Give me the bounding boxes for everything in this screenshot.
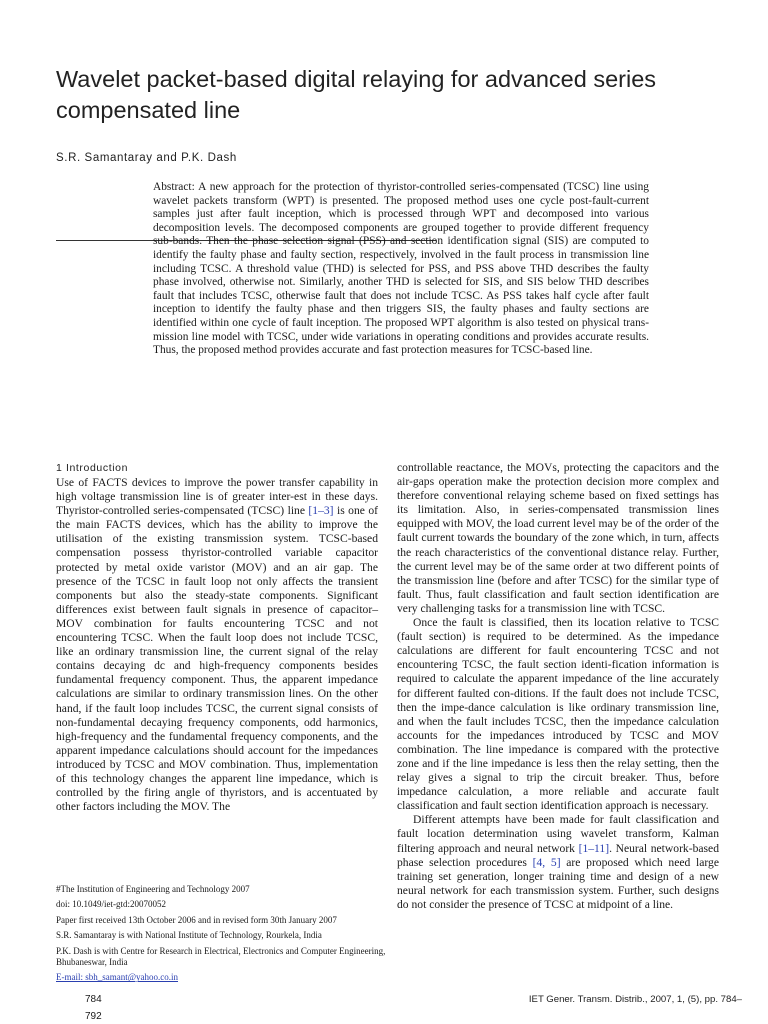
citation-link-1-11[interactable]: [1–11] bbox=[578, 841, 610, 855]
received-note: Paper first received 13th October 2006 and in revised form 30th January 2007 bbox=[56, 914, 337, 925]
intro-text-a: Use of FACTS devices to improve the power transfer capability in high voltage transmission line is of greater inter-est in these days. Thyristor-controlled series-compensated (TCSC) line bbox=[56, 476, 378, 518]
page-number-start: 784 bbox=[85, 994, 102, 1005]
intro-text-b: is one of the main FACTS devices, which has the ability to improve the utilisation of the existing transmission system. TCSC-based compensation possess thyristor-controlled variable capacitor protected by metal oxide varistor (MOV) and an air gap. The presence of the TCSC in fault loop not only affects the transient components but also the steady-state components. Significant differences exist between fault signals in presence of capacitor–MOV combination for faults encountering TCSC and not encountering TCSC. When the fault loop does not include TCSC, like an ordinary transmission line, the current signal of the relay contains decaying dc and high-frequency components besides fundamental frequency component. Thus, the apparent impedance calculations are similar to ordinary transmission lines. On the other hand, if the fault loop includes TCSC, the current signal consists of non-fundamental decaying frequency components, odd harmonics, high-frequency and the fundamental frequency components, and the apparent impedance calculations should account for the impedances introduced by TCSC and MOV combination. Thus, implementation of this technology changes the apparent line impedance, which is controlled by the firing angle of thyristors, and is accentuated by other factors including the MOV. The bbox=[56, 504, 378, 814]
copyright-note: #The Institution of Engineering and Technology 2007 bbox=[56, 884, 250, 894]
intro-paragraph-3 bbox=[397, 813, 719, 912]
intro-text-d: . Neural network-based phase selection procedures bbox=[397, 841, 719, 869]
intro-paragraph-continued: controllable reactance, the MOVs, protecting the capacitors and the air-gaps operation make the protection decision more complex and therefore conventional relaying scheme based on fixed settings has its limitation. Also, in series-compensated transmission lines equipped with MOV, the load current level may be of the order of the fault current towards the boundary of the zone which, in turn, affects the reach characteristics of the conventional distance relay. Further, the current level may be of the same order at two different points of the transmission line (before and after TCSC) for the similar type of fault. Thus, fault classification and fault section identification are very challenging tasks for a transmission line with TCSC. bbox=[397, 461, 719, 615]
abstract: Abstract: A new approach for the protection of thyristor-controlled series-compensated (TCSC) line using wavelet packets transform (WPT) is presented. The proposed method uses one cycle post-fault-current samples just after fault inception, which is processed through WPT and decomposed into various decomposition levels. The decomposed components are grouped together to provide different frequency sub-bands. Then the phase selection signal (PSS) and section identification signal (SIS) are computed to identify the faulty phase and faulty section, respectively, involved in the fault process in transmission line including TCSC. A threshold value (THD) is selected for PSS, and PSS above THD describes the faulty phase involved, otherwise not. Similarly, another THD is selected for SIS, and SIS below THD describes fault that includes TCSC, otherwise fault that does not include TCSC. As PSS takes half cycle after fault inception to identify the faulty phase and then triggers SIS, the faulty phases and faulty sections are identified within one cycle of fault inception. The proposed WPT algorithm is also tested on physical trans-mission line model with TCSC, under wide variations in operating conditions and provides accurate results. Thus, the proposed method provides accurate and fast protection measures for TCSC-based line. bbox=[153, 181, 649, 357]
affiliation-2: P.K. Dash is with Centre for Research in Electrical, Electronics and Computer Engineering, Bhubaneswar, India bbox=[56, 945, 386, 968]
doi-note: doi: 10.1049/iet-gtd:20070052 bbox=[56, 899, 166, 910]
email-link[interactable]: E-mail: sbh_samant@yahoo.co.in bbox=[56, 972, 179, 983]
citation-link-1-3[interactable]: [1–3] bbox=[308, 504, 334, 518]
paper-title: Wavelet packet-based digital relaying for advanced series compensated line bbox=[56, 66, 657, 123]
page-number-end: 792 bbox=[85, 1011, 102, 1022]
authors: S.R. Samantaray and P.K. Dash bbox=[56, 152, 237, 164]
affiliation-1: S.R. Samantaray is with National Institute of Technology, Rourkela, India bbox=[56, 930, 322, 941]
intro-text-e: are proposed which need large training set generation, longer training time and design of a new neural network for each transmission system. Further, such designs do not consider the presence of TCSC at midpoint of a line. bbox=[397, 855, 719, 911]
intro-paragraph-1 bbox=[56, 476, 378, 814]
right-column bbox=[397, 461, 719, 912]
intro-text-c: Different attempts have been made for fault classification and fault location determination using wavelet transform, Kalman filtering approach and neural network bbox=[397, 813, 719, 855]
intro-paragraph-2: Once the fault is classified, then its location relative to TCSC (fault section) is required to be determined. As the impedance calculations are different for fault encountering TCSC and not encountering TCSC, the fault section identi-fication information is required to calculate the apparent impedance of the line accurately for different faulted con-ditions. If the fault does not include TCSC, then the impe-dance calculation is like ordinary transmission line, and when the fault includes TCSC, then the impedance calculation accounts for the impedances introduced by TCSC and MOV combination. The line impedance is compared with the protective zone and if the line impedance is less then the relay setting, then the relay gives a signal to trip the circuit breaker. Thus, before impedance calculation, a more reliable and accurate fault classification and fault section identification approach is necessary. bbox=[397, 616, 719, 813]
footnotes bbox=[56, 884, 386, 988]
citation-link-4-5[interactable]: [4, 5] bbox=[532, 855, 561, 869]
left-column bbox=[56, 461, 378, 814]
section-heading: 1 Introduction bbox=[56, 462, 129, 474]
journal-reference: IET Gener. Transm. Distrib., 2007, 1, (5), pp. 784– bbox=[528, 994, 742, 1005]
